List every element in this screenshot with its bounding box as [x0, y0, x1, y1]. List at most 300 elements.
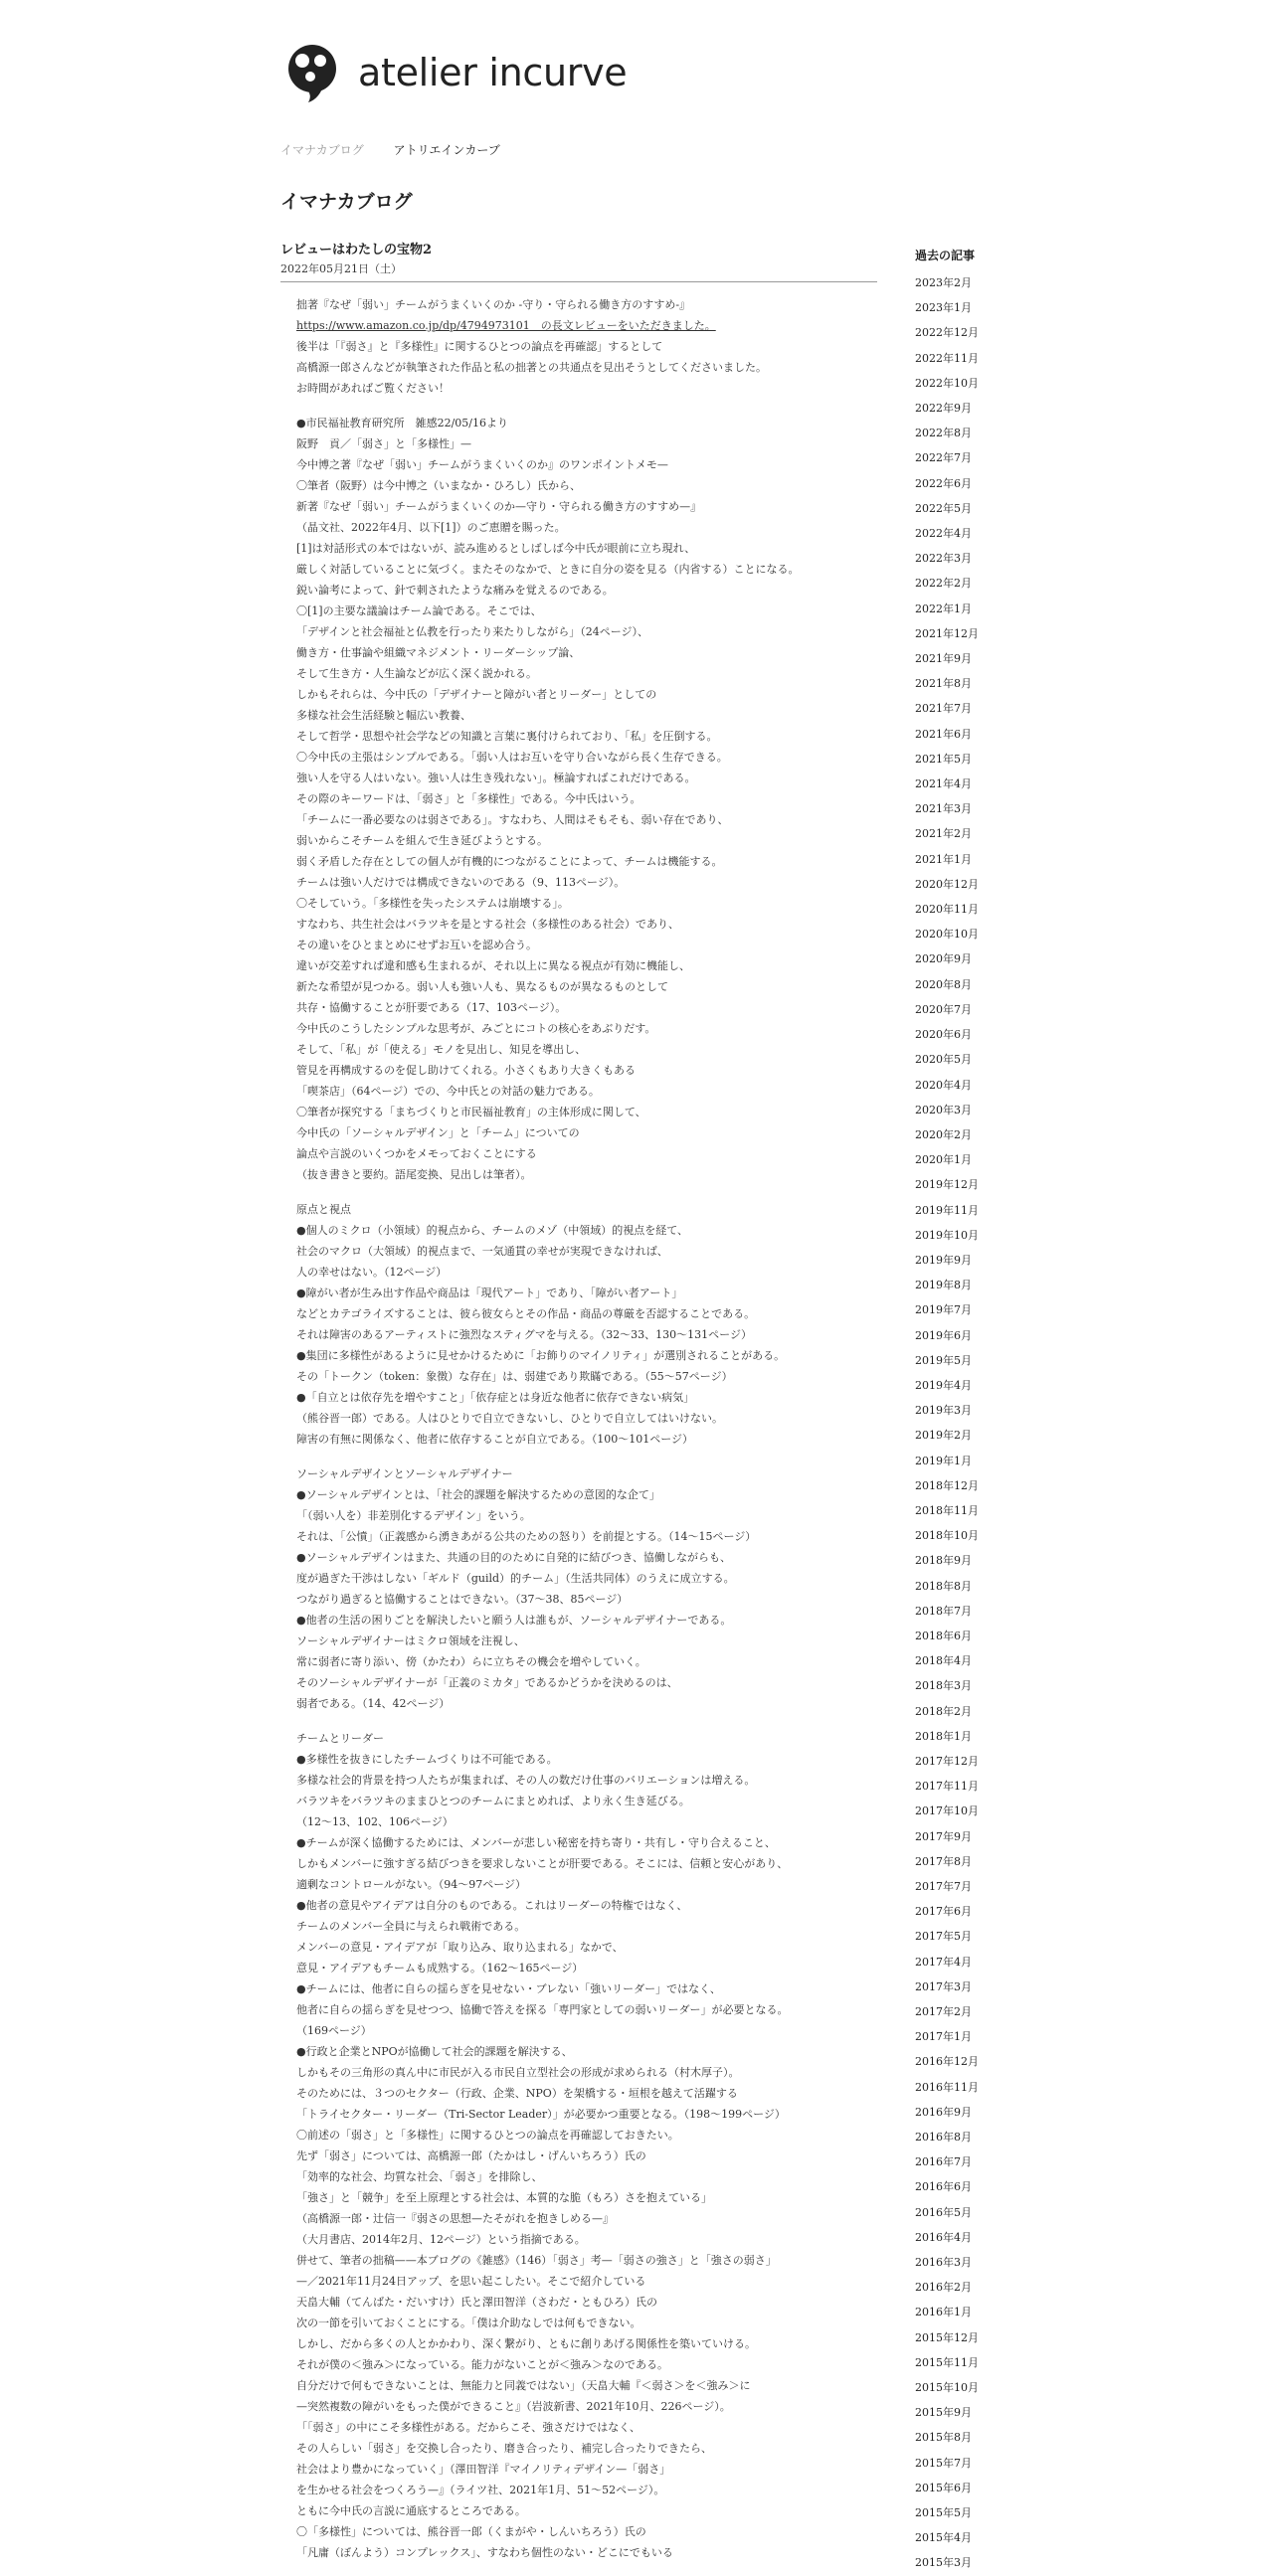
archive-link[interactable]: 2017年6月	[915, 1905, 972, 1919]
archive-link[interactable]: 2022年6月	[915, 476, 972, 490]
archive-item	[915, 772, 979, 796]
archive-item	[915, 1348, 979, 1373]
archive-link[interactable]: 2017年5月	[915, 1930, 972, 1944]
archive-item	[915, 1749, 979, 1774]
archive-item	[915, 2100, 979, 2125]
amazon-link[interactable]: https://www.amazon.co.jp/dp/4794973101 の長文レビューをいただきました。	[296, 319, 716, 332]
archive-item	[915, 1223, 979, 1248]
archive-item	[915, 747, 979, 772]
post-line: 「（弱い人を）非差別化するデザイン」をいう。	[296, 1509, 531, 1522]
archive-item	[915, 2174, 979, 2199]
archive-link[interactable]: 2019年10月	[915, 1228, 979, 1242]
post-line: 「「弱さ」の中にこそ多様性がある。だからこそ、強さだけではなく、	[296, 2421, 641, 2434]
archive-link[interactable]: 2017年2月	[915, 2005, 972, 2019]
post-line: 社会はより豊かになっていく」（澤田智洋『マイノリティデザイン—「弱さ」	[296, 2463, 671, 2476]
archive-item	[915, 2325, 979, 2350]
archive-item	[915, 2275, 979, 2300]
post-line: 度が過ぎた干渉はしない「ギルド（guild）的チーム」（生活共同体）のうえに成立する。	[296, 1572, 735, 1585]
post-line: 多様な社会生活経験と幅広い教養、	[296, 709, 471, 722]
archive-item	[915, 2350, 979, 2375]
post-line: それは、「公憤」（正義感から湧きあがる公共のための怒り）を前提とする。（14～15ページ）	[296, 1530, 757, 1543]
post-line: 管見を再構成するのを促し助けてくれる。小さくもあり大きくもある	[296, 1064, 636, 1077]
archive-link[interactable]: 2016年3月	[915, 2256, 972, 2270]
archive-item	[915, 1624, 979, 1648]
archive-link[interactable]: 2016年11月	[915, 2080, 979, 2094]
archive-link[interactable]: 2015年11月	[915, 2355, 979, 2369]
archive-item	[915, 1047, 979, 1072]
post-line: 「チームに一番必要なのは弱さである」。すなわち、人間はそもそも、弱い存在であり、	[296, 813, 729, 826]
archive-link[interactable]: 2018年12月	[915, 1478, 979, 1492]
archive-item	[915, 872, 979, 897]
archive-item	[915, 796, 979, 821]
archive-link[interactable]: 2015年10月	[915, 2381, 979, 2395]
archive-item	[915, 1599, 979, 1624]
archive-link[interactable]: 2019年11月	[915, 1203, 979, 1217]
archive-item	[915, 2400, 979, 2425]
archive-link[interactable]: 2020年2月	[915, 1127, 972, 1141]
archive-link[interactable]: 2017年3月	[915, 1979, 972, 1993]
post-line: 〇そしていう。「多様性を失ったシステムは崩壊する」。	[296, 897, 569, 910]
post-line: —突然複数の障がいをもった僕ができること』（岩波新書、2021年10月、226ページ）。	[296, 2400, 731, 2413]
archive-item	[915, 1673, 979, 1698]
post-line: しかし、だから多くの人とかかわり、深く繋がり、ともに創りあげる関係性を築いていける。	[296, 2337, 756, 2350]
paragraph-gap	[296, 399, 893, 413]
archive-link[interactable]: 2020年1月	[915, 1153, 972, 1167]
archive-link[interactable]: 2018年1月	[915, 1729, 972, 1743]
paragraph-gap	[296, 1185, 893, 1199]
post-line: その「トークン（token：象徴）な存在」は、弱建であり欺瞞である。（55～57ページ）	[296, 1370, 733, 1383]
archive-link[interactable]: 2022年10月	[915, 376, 979, 390]
archive-link[interactable]: 2017年8月	[915, 1854, 972, 1868]
post-line: ソーシャルデザインとソーシャルデザイナー	[296, 1467, 513, 1480]
post-line: それは障害のあるアーティストに強烈なスティグマを与える。（32～33、130～131ページ）	[296, 1328, 752, 1341]
archive-link[interactable]: 2020年9月	[915, 952, 972, 966]
post-line: 高橋源一郎さんなどが執筆された作品と私の拙著との共通点を見出そうとしてくださいました。	[296, 361, 767, 374]
post-line: などとカテゴライズすることは、彼ら彼女らとその作品・商品の尊厳を否認することである。	[296, 1307, 756, 1320]
post-line: そのためには、３つのセクター（行政、企業、NPO）を架橋する・垣根を越えて活躍する	[296, 2087, 738, 2100]
archive-link[interactable]: 2019年6月	[915, 1328, 972, 1342]
post-line: その違いをひとまとめにせずお互いを認め合う。	[296, 939, 537, 951]
archive-item	[915, 571, 979, 596]
archive-link[interactable]: 2016年6月	[915, 2180, 972, 2194]
paragraph-gap	[296, 1450, 893, 1463]
post-line: 〇前述の「弱さ」と「多様性」に関するひとつの論点を再確認しておきたい。	[296, 2129, 679, 2142]
archive-item	[915, 2200, 979, 2225]
archive-link[interactable]: 2015年8月	[915, 2431, 972, 2445]
archive-link[interactable]: 2021年6月	[915, 727, 972, 741]
archive-link[interactable]: 2019年1月	[915, 1454, 972, 1467]
archive-item	[915, 1899, 979, 1924]
archive-item	[915, 696, 979, 721]
archive-item	[915, 1699, 979, 1724]
archive-item	[915, 2024, 979, 2049]
page-title: イマナカブログ	[280, 191, 413, 213]
post-line: —／2021年11月24日アップ、を思い起こしたい。そこで紹介している	[296, 2275, 646, 2288]
archive-item	[915, 2476, 979, 2500]
archive-link[interactable]: 2019年12月	[915, 1178, 979, 1192]
post-line: つながり過ぎると協働することはできない。（37～38、85ページ）	[296, 1593, 629, 1606]
archive-link[interactable]: 2019年3月	[915, 1404, 972, 1418]
post-line: 人の幸せはない。（12ページ）	[296, 1266, 448, 1279]
archive-item	[915, 471, 979, 496]
breadcrumb-nav	[280, 141, 526, 158]
archive-item	[915, 1999, 979, 2024]
post-line: 〇「多様性」については、熊谷晋一郎（くまがや・しんいちろう）氏の	[296, 2525, 646, 2538]
archive-link[interactable]: 2015年7月	[915, 2456, 972, 2470]
post-body	[296, 294, 893, 2563]
post-line: 今中氏の「ソーシャルデザイン」と「チーム」についての	[296, 1126, 580, 1139]
archive-link[interactable]: 2022年4月	[915, 527, 972, 541]
archive-item	[915, 1098, 979, 1122]
archive-item	[915, 597, 979, 621]
post-line: 多様な社会的背景を持つ人たちが集まれば、その人の数だけ仕事のバリエーションは増える。	[296, 1774, 756, 1787]
post-line: 今中博之著『なぜ「弱い」チームがうまくいくのか』のワンポイントメモ—	[296, 458, 668, 471]
post-line: 「デザインと社会福祉と仏教を行ったり来たりしながら」（24ページ）、	[296, 625, 649, 638]
archive-link[interactable]: 2018年6月	[915, 1629, 972, 1642]
post-line: しかもメンバーに強すぎる結びつきを要求しないことが肝要である。そこには、信頼と安心があり、	[296, 1857, 789, 1870]
archive-item	[915, 1548, 979, 1573]
post-line: 弱いからこそチームを組んで生き延びようとする。	[296, 834, 548, 847]
post-line: 厳しく対話していることに気づく。またそのなかで、ときに自分の姿を見る（内省する）ことになる。	[296, 563, 800, 576]
archive-link[interactable]: 2020年3月	[915, 1103, 972, 1116]
post-line: ●チームが深く協働するためには、メンバーが悲しい秘密を持ち寄り・共有し・守り合えること、	[296, 1836, 776, 1849]
post-line: 「トライセクター・リーダー（Tri-Sector Leader）」が必要かつ重要となる。（198～199ページ）	[296, 2108, 786, 2121]
archive-item	[915, 821, 979, 846]
archive-link[interactable]: 2016年9月	[915, 2105, 972, 2119]
archive-title: 過去の記事	[915, 249, 976, 262]
post-line: チームとリーダー	[296, 1732, 384, 1745]
post-line: メンバーの意見・アイデアが「取り込み、取り込まれる」なかで、	[296, 1941, 624, 1954]
post-line: すなわち、共生社会はバラツキを是とする社会（多様性のある社会）であり、	[296, 918, 679, 931]
archive-link[interactable]: 2020年5月	[915, 1053, 972, 1067]
archive-link[interactable]: 2016年4月	[915, 2230, 972, 2244]
post-line: （169ページ）	[296, 2024, 372, 2037]
archive-link[interactable]: 2017年1月	[915, 2030, 972, 2044]
archive-item	[915, 1273, 979, 1297]
archive-item	[915, 1799, 979, 1823]
post-line: その人らしい「弱さ」を交換し合ったり、磨き合ったり、補完し合ったりできたら、	[296, 2442, 712, 2455]
post-title: レビューはわたしの宝物2	[280, 243, 433, 258]
archive-link[interactable]: 2021年7月	[915, 702, 972, 716]
archive-item	[915, 2125, 979, 2149]
archive-link[interactable]: 2015年6月	[915, 2481, 972, 2494]
post-line: 「強さ」と「競争」を至上原理とする社会は、本質的な脆（もろ）さを抱えている」	[296, 2191, 712, 2204]
post-line: ●「自立とは依存先を増やすこと」「依存症とは身近な他者に依存できない病気」	[296, 1391, 695, 1404]
post-line: 〇今中氏の主張はシンプルである。「弱い人はお互いを守り合いながら長く生存できる。	[296, 751, 728, 764]
archive-link[interactable]: 2021年5月	[915, 752, 972, 766]
archive-link[interactable]: 2018年8月	[915, 1579, 972, 1593]
post-line: 併せて、筆者の拙稿——本ブログの《雑感》（146）「弱さ」考—「弱さの強さ」と「強さの弱さ」	[296, 2254, 777, 2267]
archive-link[interactable]: 2021年12月	[915, 626, 979, 640]
nav-link-atelier-incurve[interactable]: アトリエインカーブ	[393, 143, 500, 157]
post-line: 常に弱者に寄り添い、傍（かたわ）らに立ちその機会を増やしていく。	[296, 1655, 646, 1668]
archive-item	[915, 1297, 979, 1322]
archive-link[interactable]: 2020年4月	[915, 1078, 972, 1092]
archive-item	[915, 1523, 979, 1548]
post-line: 他者に自らの揺らぎを見せつつ、協働で答えを探る「専門家としての弱いリーダー」が必要となる。	[296, 2003, 789, 2016]
archive-link[interactable]: 2019年2月	[915, 1429, 972, 1443]
archive-item	[915, 2451, 979, 2476]
post-line: チームのメンバー全員に与えられ戦術である。	[296, 1920, 526, 1933]
post-line: 新たな希望が見つかる。弱い人も強い人も、異なるものが異なるものとして	[296, 980, 668, 993]
post-line: 阪野 貢／「弱さ」と「多様性」—	[296, 437, 471, 450]
archive-link[interactable]: 2016年2月	[915, 2281, 972, 2295]
post-line: ●集団に多様性があるように見せかけるために「お飾りのマイノリティ」が選別されることがある。	[296, 1349, 786, 1362]
post-line: ●多様性を抜きにしたチームづくりは不可能である。	[296, 1753, 558, 1766]
archive-item	[915, 972, 979, 997]
post-line: しかもその三角形の真ん中に市民が入る市民自立型社会の形成が求められる（村木厚子）。	[296, 2066, 740, 2079]
post-line: 今中氏のこうしたシンプルな思考が、みごとにコトの核心をあぶりだす。	[296, 1022, 656, 1035]
post-line: そして哲学・思想や社会学などの知識と言葉に裏付けられており、「私」を圧倒する。	[296, 730, 718, 743]
archive-item	[915, 1774, 979, 1799]
nav-link-imanaka-blog[interactable]: イマナカブログ	[280, 143, 364, 157]
archive-item	[915, 1449, 979, 1473]
archive-item	[915, 621, 979, 646]
post-line: ソーシャルデザイナーはミクロ領域を注視し、	[296, 1634, 525, 1647]
archive-link[interactable]: 2023年2月	[915, 276, 972, 289]
post-line: 違いが交差すれば違和感も生まれるが、それ以上に異なる視点が有効に機能し、	[296, 959, 690, 972]
archive-link[interactable]: 2022年1月	[915, 601, 972, 615]
archive-link[interactable]: 2022年8月	[915, 427, 972, 440]
archive-item	[915, 1147, 979, 1172]
post-line: それが僕の＜強み＞になっている。能力がないことが＜強み＞なのである。	[296, 2358, 668, 2371]
archive-link[interactable]: 2020年7月	[915, 1002, 972, 1016]
archive-link[interactable]: 2017年9月	[915, 1829, 972, 1843]
archive-link[interactable]: 2022年2月	[915, 577, 972, 591]
archive-item	[915, 847, 979, 872]
archive-item	[915, 1248, 979, 1273]
post-line: 次の一節を引いておくことにする。「僕は介助なしでは何もできない。	[296, 2317, 641, 2329]
post-line: ●他者の生活の困りごとを解決したいと願う人は誰もが、ソーシャルデザイナーである。	[296, 1614, 732, 1627]
post-line: （熊谷晋一郎）である。人はひとりで自立できないし、ひとりで自立してはいけない。	[296, 1412, 723, 1425]
archive-link[interactable]: 2018年9月	[915, 1554, 972, 1568]
archive-link[interactable]: 2017年10月	[915, 1804, 979, 1818]
archive-link[interactable]: 2017年12月	[915, 1754, 979, 1768]
archive-link[interactable]: 2015年9月	[915, 2406, 972, 2420]
archive-link[interactable]: 2021年8月	[915, 677, 972, 691]
archive-link[interactable]: 2019年7月	[915, 1303, 972, 1317]
site-name: atelier incurve	[358, 51, 628, 94]
archive-item	[915, 496, 979, 521]
post-line: 新著『なぜ「弱い」チームがうまくいくのか—守り・守られる働き方のすすめ—』	[296, 500, 702, 513]
archive-item	[915, 1022, 979, 1047]
post-line: ともに今中氏の言説に通底するところである。	[296, 2504, 526, 2517]
archive-item	[915, 521, 979, 546]
post-line: 後半は「『弱さ』と『多様性』に関するひとつの論点を再確認」するとして	[296, 340, 663, 353]
archive-item	[915, 2250, 979, 2275]
post-line: ●ソーシャルデザインはまた、共通の目的のために自発的に結びつき、協働しながらも、	[296, 1551, 731, 1564]
archive-link[interactable]: 2018年2月	[915, 1704, 972, 1718]
archive-link[interactable]: 2015年12月	[915, 2330, 979, 2344]
archive-item	[915, 2525, 979, 2550]
archive-item	[915, 1874, 979, 1899]
archive-link[interactable]: 2022年3月	[915, 552, 972, 566]
archive-item	[915, 2375, 979, 2400]
archive-item	[915, 897, 979, 922]
archive-link[interactable]: 2021年3月	[915, 802, 972, 816]
archive-link[interactable]: 2016年7月	[915, 2155, 972, 2169]
archive-item	[915, 270, 979, 295]
post-line: 強い人を守る人はいない。強い人は生き残れない」。極論すればこれだけである。	[296, 772, 696, 784]
post-line: [1]は対話形式の本ではないが、読み進めるとしばしば今中氏が眼前に立ち現れ、	[296, 542, 696, 555]
archive-link[interactable]: 2018年11月	[915, 1503, 979, 1517]
post-line: 弱く矛盾した存在としての個人が有機的につながることによって、チームは機能する。	[296, 855, 723, 868]
post-line: お時間があればご覧ください！	[296, 382, 450, 395]
archive-item	[915, 2550, 979, 2575]
post-line: そして生き方・人生論などが広く深く説かれる。	[296, 667, 537, 680]
post-line: 「喫茶店」（64ページ）での、今中氏との対話の魅力である。	[296, 1085, 600, 1098]
archive-link[interactable]: 2017年7月	[915, 1880, 972, 1893]
archive-item	[915, 2225, 979, 2250]
archive-item	[915, 320, 979, 345]
archive-item	[915, 2149, 979, 2174]
archive-item	[915, 295, 979, 320]
post-line: 働き方・仕事論や組織マネジメント・リーダーシップ論、	[296, 646, 581, 659]
post-line: を生かせる社会をつくろう—』（ライツ社、2021年1月、51～52ページ）。	[296, 2484, 665, 2496]
post-line: そして、「私」が「使える」モノを見出し、知見を導出し、	[296, 1043, 587, 1056]
archive-link[interactable]: 2022年7月	[915, 451, 972, 465]
archive-item	[915, 646, 979, 671]
archive-item	[915, 1323, 979, 1348]
archive-item	[915, 1950, 979, 1975]
archive-link[interactable]: 2018年3月	[915, 1679, 972, 1693]
archive-link[interactable]: 2020年6月	[915, 1028, 972, 1042]
archive-link[interactable]: 2019年5月	[915, 1353, 972, 1367]
post-line: その際のキーワードは、「弱さ」と「多様性」である。今中氏はいう。	[296, 792, 641, 805]
archive-item	[915, 1824, 979, 1849]
archive-item	[915, 1924, 979, 1949]
archive-link[interactable]: 2020年10月	[915, 928, 979, 942]
archive-link[interactable]: 2019年4月	[915, 1378, 972, 1392]
archive-link[interactable]: 2022年9月	[915, 402, 972, 416]
archive-item	[915, 1648, 979, 1673]
archive-item	[915, 1724, 979, 1749]
archive-list	[915, 270, 979, 2576]
post-line: 自分だけで何もできないことは、無能力と同義ではない」（天畠大輔『＜弱さ＞を＜強み＞に	[296, 2379, 751, 2392]
post-line: ●ソーシャルデザインとは、「社会的課題を解決するための意図的な企て」	[296, 1488, 660, 1501]
archive-item	[915, 722, 979, 747]
archive-item	[915, 546, 979, 571]
archive-link[interactable]: 2022年12月	[915, 326, 979, 340]
post-line: （晶文社、2022年4月、以下[1]）のご恵贈を賜った。	[296, 521, 566, 534]
archive-item	[915, 2500, 979, 2525]
archive-link[interactable]: 2018年10月	[915, 1529, 979, 1543]
post-line: しかもそれらは、今中氏の「デザイナーと障がい者とリーダー」としての	[296, 688, 657, 701]
archive-link[interactable]: 2016年5月	[915, 2205, 972, 2219]
archive-item	[915, 2075, 979, 2100]
post-divider	[280, 281, 877, 282]
post-line: 原点と視点	[296, 1203, 351, 1216]
archive-item	[915, 1398, 979, 1423]
archive-link[interactable]: 2015年4月	[915, 2531, 972, 2545]
post-line: ●チームには、他者に自らの揺らぎを見せない・ブレない「強いリーダー」ではなく、	[296, 1982, 721, 1995]
post-line: 鋭い論考によって、針で刺されたような痛みを覚えるのである。	[296, 584, 614, 597]
post-line: 〇筆者（阪野）は今中博之（いまなか・ひろし）氏から、	[296, 479, 581, 492]
post-line: ●行政と企業とNPOが協働して社会的課題を解決する、	[296, 2045, 573, 2058]
archive-link[interactable]: 2018年4月	[915, 1654, 972, 1668]
archive-item	[915, 396, 979, 421]
post-line: ●障がい者が生み出す作品や商品は「現代アート」であり、「障がい者アート」	[296, 1287, 683, 1299]
archive-link[interactable]: 2016年12月	[915, 2055, 979, 2069]
archive-item	[915, 1373, 979, 1398]
archive-item	[915, 1975, 979, 1999]
incurve-logo-icon	[280, 41, 344, 104]
archive-link[interactable]: 2016年8月	[915, 2131, 972, 2145]
archive-item	[915, 946, 979, 971]
archive-item	[915, 421, 979, 445]
post-date: 2022年05月21日（土）	[280, 262, 402, 275]
archive-link[interactable]: 2021年4月	[915, 777, 972, 791]
post-line: 「凡庸（ぼんよう）コンプレックス」、すなわち個性のない・どこにでもいる	[296, 2546, 673, 2559]
post-line: バラツキをバラツキのままひとつのチームにまとめれば、より永く生き延びる。	[296, 1795, 690, 1807]
archive-link[interactable]: 2020年8月	[915, 977, 972, 991]
post-line: 論点や言説のいくつかをメモっておくことにする	[296, 1147, 537, 1160]
post-line: 共存・協働することが肝要である（17、103ページ）。	[296, 1001, 567, 1014]
archive-link[interactable]: 2015年5月	[915, 2506, 972, 2520]
archive-item	[915, 2300, 979, 2324]
archive-item	[915, 346, 979, 371]
archive-item	[915, 1198, 979, 1223]
post-line: ●他者の意見やアイデアは自分のものである。これはリーダーの特権ではなく、	[296, 1899, 688, 1912]
post-line: 先ず「弱さ」については、高橋源一郎（たかはし・げんいちろう）氏の	[296, 2149, 646, 2162]
archive-item	[915, 1473, 979, 1498]
post-line: そのソーシャルデザイナーが「正義のミカタ」であるかどうかを決めるのは、	[296, 1676, 678, 1689]
archive-link[interactable]: 2017年4月	[915, 1955, 972, 1969]
archive-item	[915, 445, 979, 470]
archive-item	[915, 1498, 979, 1523]
archive-link[interactable]: 2023年1月	[915, 301, 972, 315]
post-line: 天畠大輔（てんばた・だいすけ）氏と澤田智洋（さわだ・ともひろ）氏の	[296, 2296, 657, 2309]
post-line: ●個人のミクロ（小領域）的視点から、チームのメゾ（中領域）的視点を経て、	[296, 1224, 689, 1237]
post-line: （12～13、102、106ページ）	[296, 1815, 454, 1828]
archive-item	[915, 1122, 979, 1147]
archive-item	[915, 1574, 979, 1599]
archive-item	[915, 2049, 979, 2074]
post-line: （大月書店、2014年2月、12ページ）という指摘である。	[296, 2233, 586, 2246]
archive-link[interactable]: 2020年12月	[915, 877, 979, 891]
archive-item	[915, 1073, 979, 1098]
archive-link[interactable]: 2022年5月	[915, 501, 972, 515]
post-line: 「効率的な社会、均質な社会、「弱さ」を排除し、	[296, 2170, 543, 2183]
archive-link[interactable]: 2021年9月	[915, 652, 972, 666]
post-line: 拙著『なぜ「弱い」チームがうまくいくのか -守り・守られる働き方のすすめ-』	[296, 298, 691, 311]
archive-item	[915, 922, 979, 946]
post-line: 〇筆者が探究する「まちづくりと市民福祉教育」の主体形成に関して、	[296, 1106, 646, 1118]
archive-item	[915, 1172, 979, 1197]
archive-link[interactable]: 2018年7月	[915, 1604, 972, 1618]
archive-item	[915, 1849, 979, 1874]
post-line: 〇[1]の主要な議論はチーム論である。そこでは、	[296, 604, 542, 617]
archive-link[interactable]: 2021年1月	[915, 852, 972, 866]
post-line	[296, 315, 893, 336]
post-line: 適剰なコントロールがない。（94～97ページ）	[296, 1878, 527, 1891]
paragraph-gap	[296, 1714, 893, 1728]
post-line: 意見・アイデアもチームも成熟する。（162～165ページ）	[296, 1962, 584, 1975]
archive-link[interactable]: 2020年11月	[915, 903, 979, 917]
archive-link[interactable]: 2019年8月	[915, 1279, 972, 1292]
archive-link[interactable]: 2016年1月	[915, 2306, 972, 2319]
archive-link[interactable]: 2022年11月	[915, 351, 979, 365]
post-line: ●市民福祉教育研究所 雑感22/05/16より	[296, 417, 509, 429]
archive-link[interactable]: 2021年2月	[915, 827, 972, 841]
archive-link[interactable]: 2015年3月	[915, 2556, 972, 2570]
archive-item	[915, 671, 979, 696]
post-line: チームは強い人だけでは構成できないのである（9、113ページ）。	[296, 876, 626, 889]
archive-item	[915, 997, 979, 1022]
site-logo[interactable]	[280, 40, 627, 105]
archive-link[interactable]: 2017年11月	[915, 1780, 979, 1794]
archive-link[interactable]: 2019年9月	[915, 1253, 972, 1267]
